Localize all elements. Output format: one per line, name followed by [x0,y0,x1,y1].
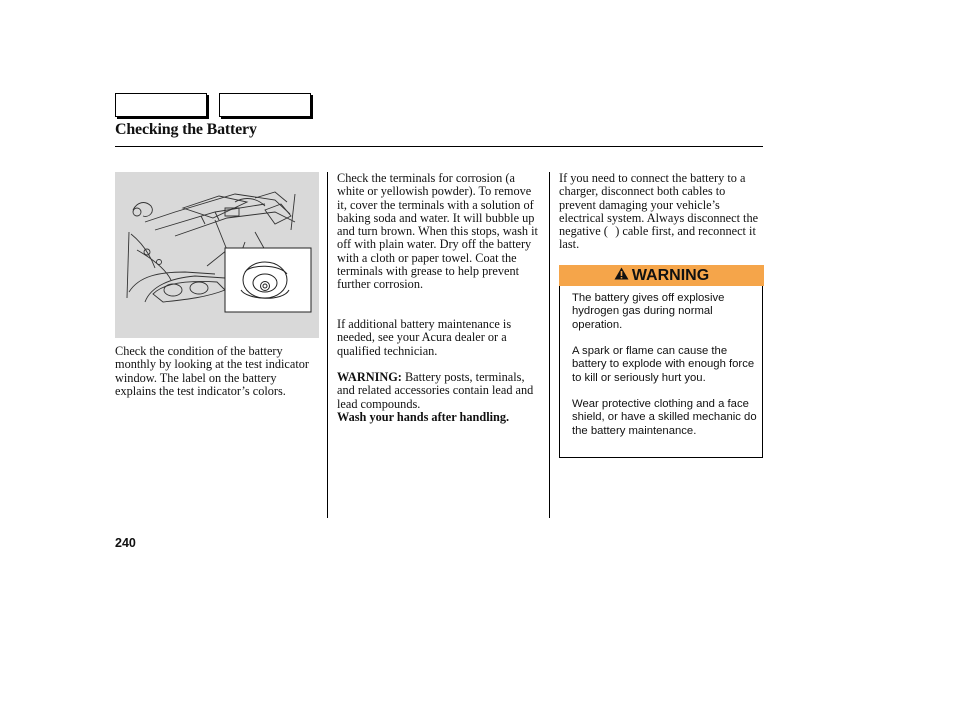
page-number: 240 [115,536,136,550]
lead-warning-text: Battery posts, terminals, and related accessories contain lead and lead compounds. [337,370,534,411]
warning-triangle-icon [614,267,629,285]
corrosion-paragraph: Check the terminals for corrosion (a white or yellowish powder). To remove it, cover the terminals with a solution of baking soda and water. It will bubble up and turn brown. When this stops, wash it off with plain water. Dry off the battery with a cloth or paper towel. Coat the terminals with grease to help prevent further corrosion. [337,171,538,292]
warning-box [559,286,763,458]
warning-heading-text: WARNING [631,266,710,284]
battery-illustration [115,172,319,338]
section-tab-2[interactable] [219,93,311,117]
maintenance-paragraph: If additional battery maintenance is needed, see your Acura dealer or a qualified technician. [337,317,512,358]
charger-paragraph: If you need to connect the battery to a charger, disconnect both cables to prevent damaging your vehicle’s electrical system. Always disconnect the negative ( ) cable first, and reconnect it last. [559,171,759,252]
section-tab-1[interactable] [115,93,207,117]
column-divider-2 [549,172,550,518]
engine-bay-drawing [115,172,319,338]
warning-item: A spark or flame can cause the battery to explode with enough force to kill or seriously hurt you. [572,345,755,384]
lead-warning-paragraph [337,371,542,424]
wash-hands-text: Wash your hands after handling. [337,409,510,424]
warning-item: Wear protective clothing and a face shield, or have a skilled mechanic do the battery maintenance. [572,398,757,437]
title-rule [115,146,763,147]
warning-item: The battery gives off explosive hydrogen gas during normal operation. [572,292,725,331]
warning-heading [559,265,764,286]
column-divider-1 [327,172,328,518]
page-title: Checking the Battery [115,121,257,138]
battery-check-paragraph: Check the condition of the battery monthly by looking at the test indicator window. The label on the battery explains the test indicator’s colors. [115,344,309,398]
lead-warning-label: WARNING: [337,370,402,384]
